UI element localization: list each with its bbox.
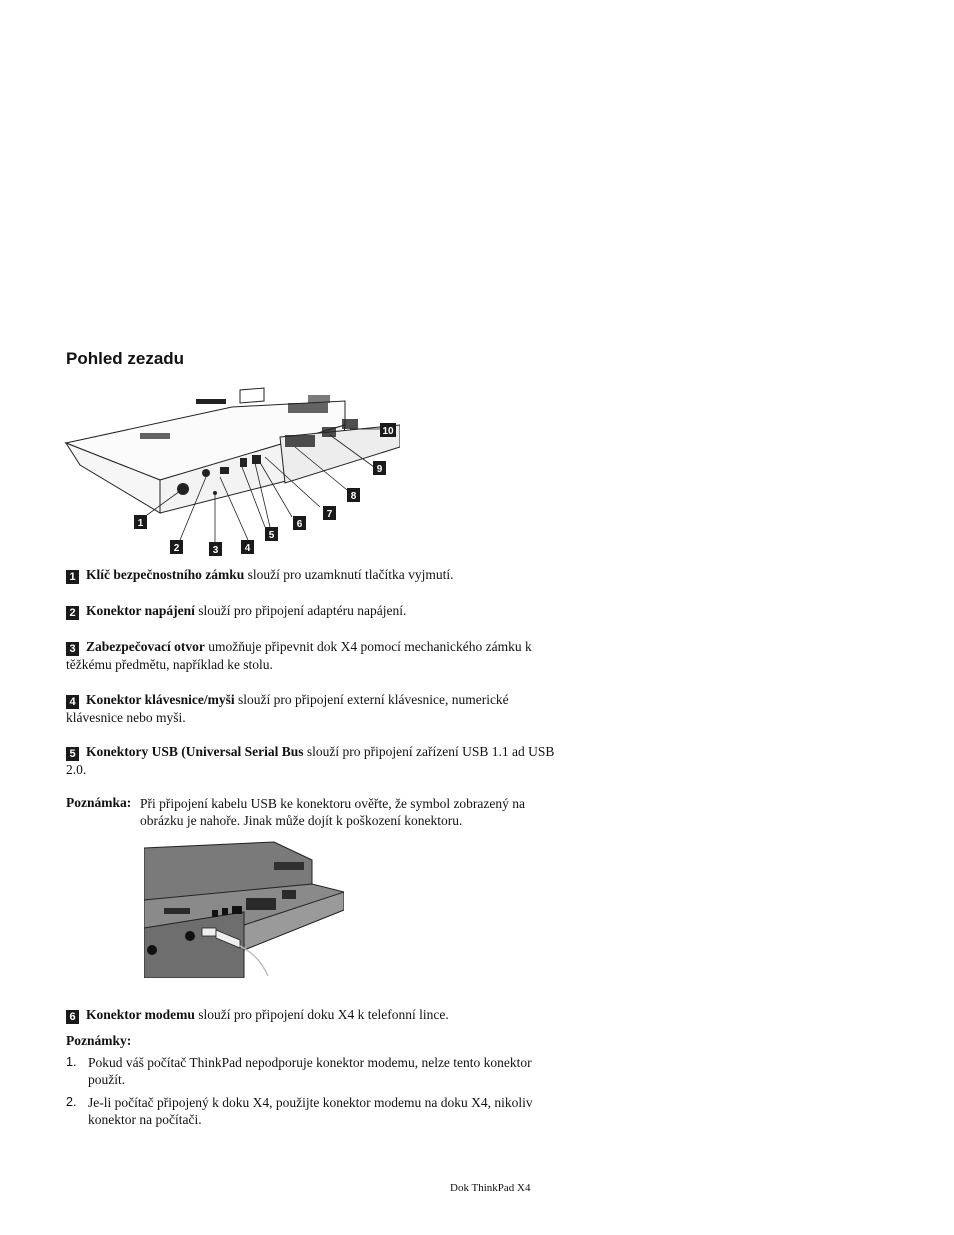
item-title: Konektor napájení [86,603,195,618]
callout-9 [373,461,386,475]
callout-6 [293,516,306,530]
item-title: Zabezpečovací otvor [86,639,205,654]
svg-text:9: 9 [376,464,383,475]
list-text: Je-li počítač připojený k doku X4, použijte konektor modemu na doku X4, nikoliv konektor na počítači. [88,1095,533,1127]
item-4 [66,691,556,726]
item-badge: 4 [66,695,79,709]
item-text: slouží pro připojení doku X4 k telefonní lince. [194,1007,449,1022]
svg-text:5: 5 [268,530,275,541]
list-number: 2. [66,1095,77,1109]
list-item [66,1054,561,1088]
note-text: Při připojení kabelu USB ke konektoru ověřte, že symbol zobrazený na obrázku je nahoře. Jinak může dojít k poškození konektoru. [140,796,526,828]
callout-7 [323,506,336,520]
item-text: umožňuje připevnit dok X4 pomocí mechanického zámku k těžkému předmětu, například ke stolu. [66,639,532,672]
svg-text:8: 8 [350,491,357,502]
svg-text:6: 6 [296,519,303,530]
item-title: Konektor klávesnice/myši [86,692,235,707]
callout-1 [134,515,147,529]
item-3 [66,638,556,673]
callout-8 [347,488,360,502]
svg-text:1: 1 [137,518,144,529]
item-badge: 1 [66,570,79,584]
item-badge: 2 [66,606,79,620]
callout-3 [209,542,222,556]
item-text: slouží pro připojení adaptéru napájení. [194,603,407,618]
section-heading: Pohled zezadu [66,349,185,368]
item-2 [66,602,556,620]
svg-text:10: 10 [382,426,394,437]
svg-text:7: 7 [326,509,333,520]
item-5 [66,743,556,778]
list-number: 1. [66,1055,77,1069]
callout-10 [380,423,396,437]
svg-text:3: 3 [212,545,219,556]
item-text: slouží pro uzamknutí tlačítka vyjmutí. [244,567,454,582]
item-title: Klíč bezpečnostního zámku [86,567,245,582]
callout-4 [241,540,254,554]
list-text: Pokud váš počítač ThinkPad nepodporuje konektor modemu, nelze tento konektor použít. [88,1055,532,1087]
dock-rear-view-figure [60,385,400,557]
note-label: Poznámka: [66,795,132,810]
svg-text:4: 4 [244,543,251,554]
svg-text:2: 2 [173,543,180,554]
usb-connection-figure [144,840,344,978]
item-1 [66,566,556,584]
item-title: Konektory USB (Universal Serial Bus [86,744,304,759]
list-item [66,1094,561,1128]
item-badge: 3 [66,642,79,656]
callout-2 [170,540,183,554]
notes-title: Poznámky: [66,1033,132,1048]
item-6 [66,1006,556,1024]
item-badge: 5 [66,747,79,761]
item-title: Konektor modemu [86,1007,195,1022]
item-text: slouží pro připojení externí klávesnice, numerické klávesnice nebo myši. [66,692,509,725]
page-footer: Dok ThinkPad X4 [450,1182,531,1194]
item-badge: 6 [66,1010,79,1024]
callout-5 [265,527,278,541]
notes-list [66,1054,561,1134]
item-text: slouží pro připojení zařízení USB 1.1 ad USB 2.0. [66,744,555,777]
